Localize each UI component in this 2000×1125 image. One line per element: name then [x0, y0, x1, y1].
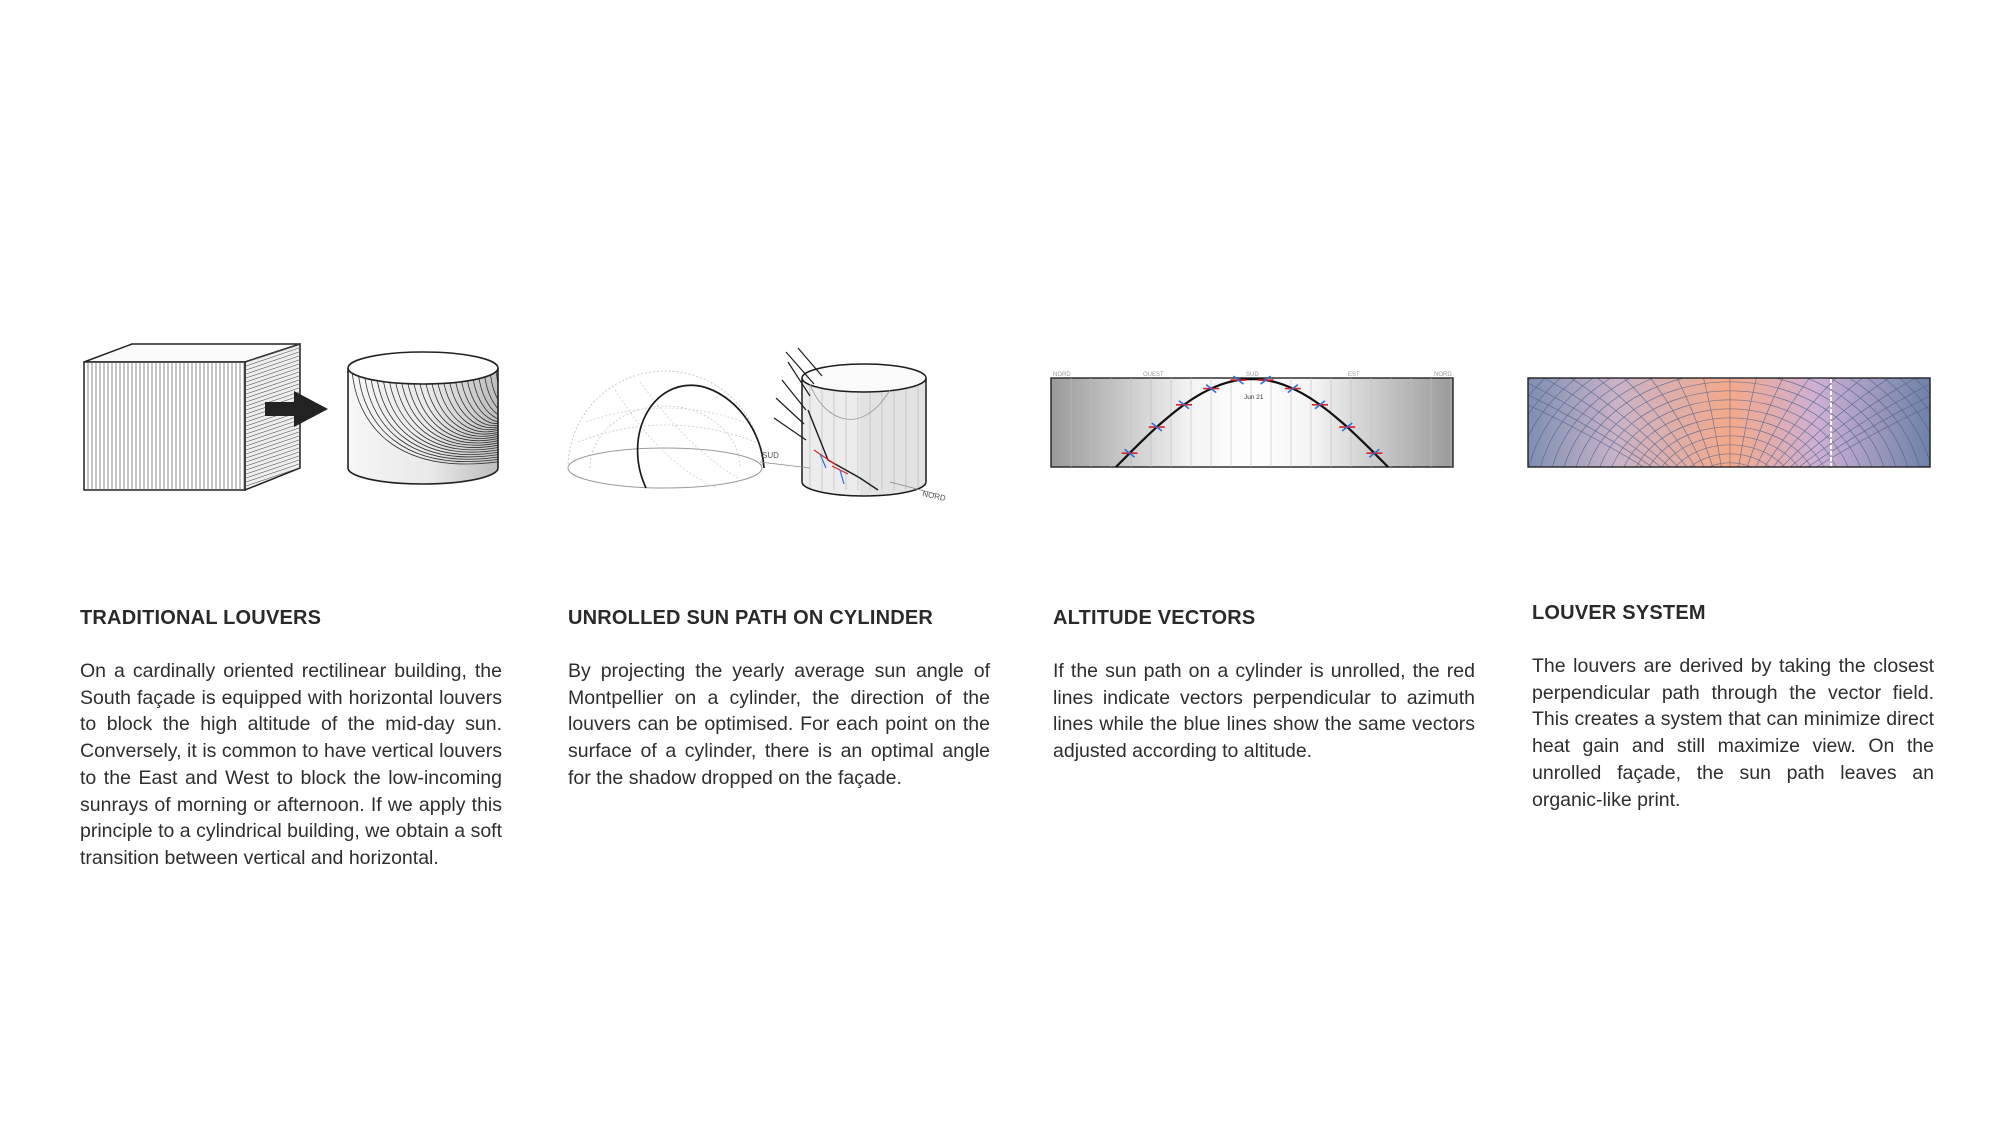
sun-ray — [786, 352, 814, 384]
curved-louver — [510, 370, 541, 405]
column-traditional-louvers — [80, 607, 502, 872]
louver-system-diagram — [1525, 375, 1937, 471]
sun-dome — [568, 371, 764, 488]
column-altitude-vectors — [1053, 607, 1475, 765]
azimuth-label: OUEST — [1143, 372, 1164, 378]
azimuth-label: SUD — [1246, 372, 1259, 378]
azimuth-label: EST — [1348, 372, 1360, 378]
cube-building — [84, 344, 300, 490]
column-unrolled-sun-path — [568, 607, 990, 792]
cylindrical-building — [348, 352, 541, 484]
cylinder-nord-label: NORD — [921, 489, 947, 503]
curved-louver — [510, 370, 532, 408]
sun-path-diagram — [560, 350, 980, 503]
column-body: By projecting the yearly average sun angle of Montpellier on a cylinder, the direction of the louvers can be optimised. For each point on the surface of a cylinder, there is an optimal angle for the shadow dropped on the façade. — [568, 660, 990, 789]
column-body: If the sun path on a cylinder is unrolled, the red lines indicate vectors perpendicular to azimuth lines while the blue lines show the same vectors adjusted according to altitude. — [1053, 660, 1475, 763]
column-body: On a cardinally oriented rectilinear building, the South façade is equipped with horizontal louvers to block the high altitude of the mid-day sun. Conversely, it is common to have vertical louvers to the East and West to block the low-incoming sunrays of morning or afternoon. If we apply this principle to a cylindrical building, we obtain a soft transition between vertical and horizontal. — [80, 660, 502, 869]
column-title: UNROLLED SUN PATH ON CYLINDER — [568, 607, 934, 629]
azimuth-label: NORD — [1053, 372, 1071, 378]
column-title: TRADITIONAL LOUVERS — [80, 607, 322, 629]
azimuth-label: NORD — [1434, 372, 1452, 378]
curved-louver — [502, 370, 523, 411]
sun-path-date-label: Jun 21 — [1244, 394, 1264, 401]
louver-curve — [1709, 481, 1750, 513]
column-title: LOUVER SYSTEM — [1532, 602, 1706, 624]
curved-louver — [496, 370, 519, 412]
projected-cylinder — [760, 348, 947, 503]
column-louver-system — [1532, 602, 1934, 813]
column-body: The louvers are derived by taking the closest perpendicular path through the vector field. This creates a system that can minimize direct heat gain and still maximize view. On the unrolled façade, the sun path leaves an organic-like print. — [1532, 655, 1934, 811]
cylinder-sud-label: SUD — [762, 451, 779, 460]
louver-curve — [1698, 472, 1762, 522]
column-title: ALTITUDE VECTORS — [1053, 607, 1256, 629]
curved-louver — [508, 370, 527, 409]
curved-louver — [510, 370, 536, 406]
altitude-vectors-diagram — [1048, 368, 1460, 472]
louver-curve — [1686, 463, 1773, 531]
traditional-louvers-diagram — [70, 330, 510, 500]
